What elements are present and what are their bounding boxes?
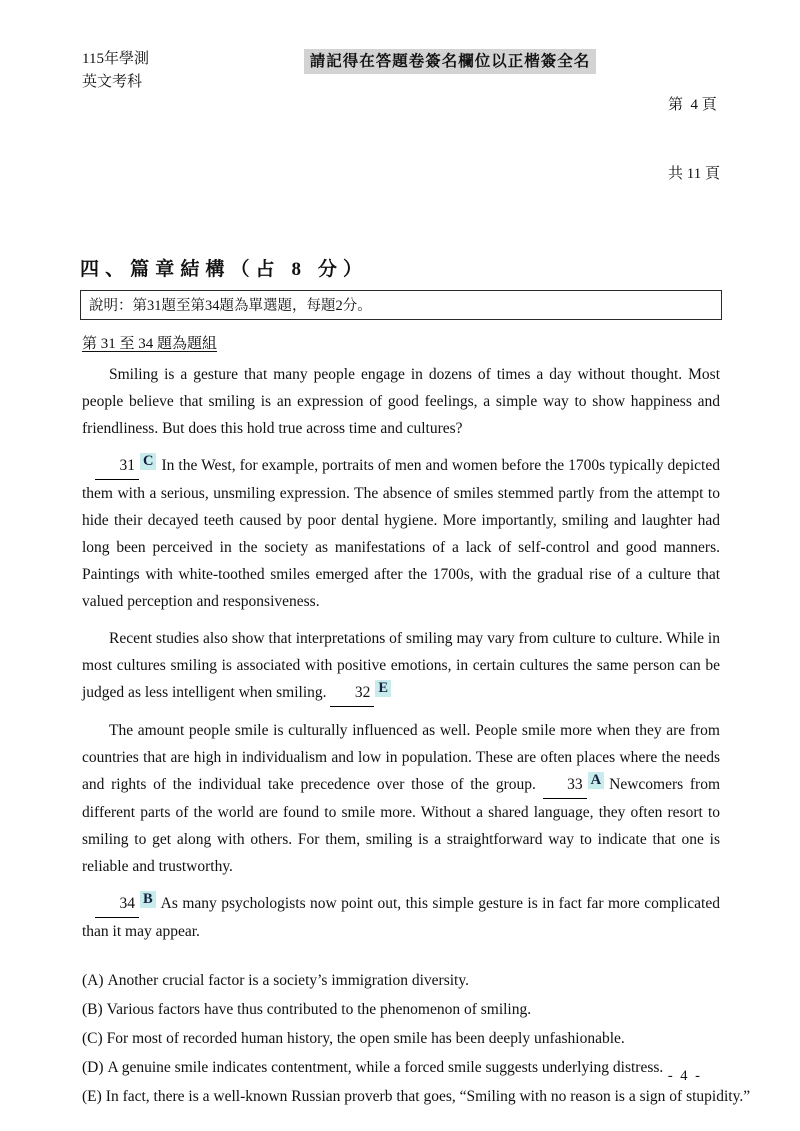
question-blank-32: 32 [330, 679, 374, 707]
header-page-info [668, 48, 720, 232]
instruction-box: 說明：第31題至第34題為單選題，每題2分。 [80, 290, 722, 320]
passage-paragraph-4 [82, 717, 720, 880]
passage-paragraph-1 [82, 361, 720, 442]
option-d [82, 1053, 720, 1082]
paragraph-text: Smiling is a gesture that many people engage in dozens of times a day without thought. Most people believe that smiling is an expression of good feelings, a simple way to show happiness and friendliness. But does this hold true across time and cultures? [82, 366, 720, 437]
question-group-heading: 第 31 至 34 題為題組 [82, 336, 218, 352]
header-exam-info [82, 48, 232, 94]
option-label: (B) [82, 1001, 103, 1018]
answer-badge-34: B [140, 891, 156, 908]
option-label: (A) [82, 972, 104, 989]
header-center [232, 48, 668, 74]
section-title: 四、篇章結構（占 8 分） [80, 259, 369, 280]
question-blank-34: 34 [95, 890, 139, 918]
answer-badge-33: A [588, 772, 604, 789]
option-text: Another crucial factor is a society’s immigration diversity. [107, 972, 469, 989]
question-blank-31: 31 [95, 452, 139, 480]
page-number-label: 第 4 頁 [668, 97, 717, 113]
option-a [82, 966, 720, 995]
passage-paragraph-2 [82, 452, 720, 615]
option-text: In fact, there is a well-known Russian proverb that goes, “Smiling with no reason is a sign of stupidity.” [105, 1088, 751, 1105]
total-pages-label: 共 11 頁 [668, 166, 720, 182]
exam-title: 115年學測 [82, 51, 149, 67]
paragraph-text: In the West, for example, portraits of men and women before the 1700s typically depicted them with a serious, unsmiling expression. The absence of smiles stemmed partly from the attempt to hide their decayed teeth caused by poor dental hygiene. More importantly, smiling and laughter had long been perceived in the society as manifestations of a lack of self-control and good manners. Paintings with white-toothed smiles emerged after the 1700s, with the gradual rise of a culture that valued perception and responsiveness. [82, 457, 720, 610]
option-text: Various factors have thus contributed to the phenomenon of smiling. [106, 1001, 532, 1018]
answer-badge-31: C [140, 453, 156, 470]
footer-page-indicator: - 4 - [667, 1068, 702, 1084]
options-list [82, 966, 751, 1111]
option-text: For most of recorded human history, the open smile has been deeply unfashionable. [106, 1030, 625, 1047]
passage-paragraph-5 [82, 890, 720, 945]
option-label: (D) [82, 1059, 104, 1076]
paragraph-text: Newcomers from different parts of the world are found to smile more. Without a shared language, they often resort to smiling to get along with others. For them, smiling is a straightforward way to indicate that one is reliable and trustworthy. [82, 776, 720, 875]
paragraph-text: As many psychologists now point out, this simple gesture is in fact far more complicated than it may appear. [82, 895, 720, 940]
question-blank-33: 33 [543, 771, 587, 799]
page-header [82, 48, 720, 232]
option-label: (E) [82, 1088, 102, 1105]
passage-paragraph-3 [82, 625, 720, 707]
signature-notice: 請記得在答題卷簽名欄位以正楷簽全名 [304, 49, 597, 74]
option-text: A genuine smile indicates contentment, while a forced smile suggests underlying distress. [107, 1059, 664, 1076]
exam-subject: 英文考科 [82, 74, 143, 90]
option-e [82, 1082, 751, 1111]
option-b [82, 995, 720, 1024]
option-label: (C) [82, 1030, 103, 1047]
option-c [82, 1024, 720, 1053]
answer-badge-32: E [375, 680, 391, 697]
paragraph-text: Recent studies also show that interpretations of smiling may vary from culture to culture. While in most cultures smiling is associated with positive emotions, in certain cultures the same person can be judged as less intelligent when smiling. [82, 630, 720, 701]
paragraph-text: The amount people smile is culturally influenced as well. People smile more when they are from countries that are high in individualism and low in population. These are often places where the needs and rights of the individual take precedence over those of the group. [82, 722, 720, 793]
